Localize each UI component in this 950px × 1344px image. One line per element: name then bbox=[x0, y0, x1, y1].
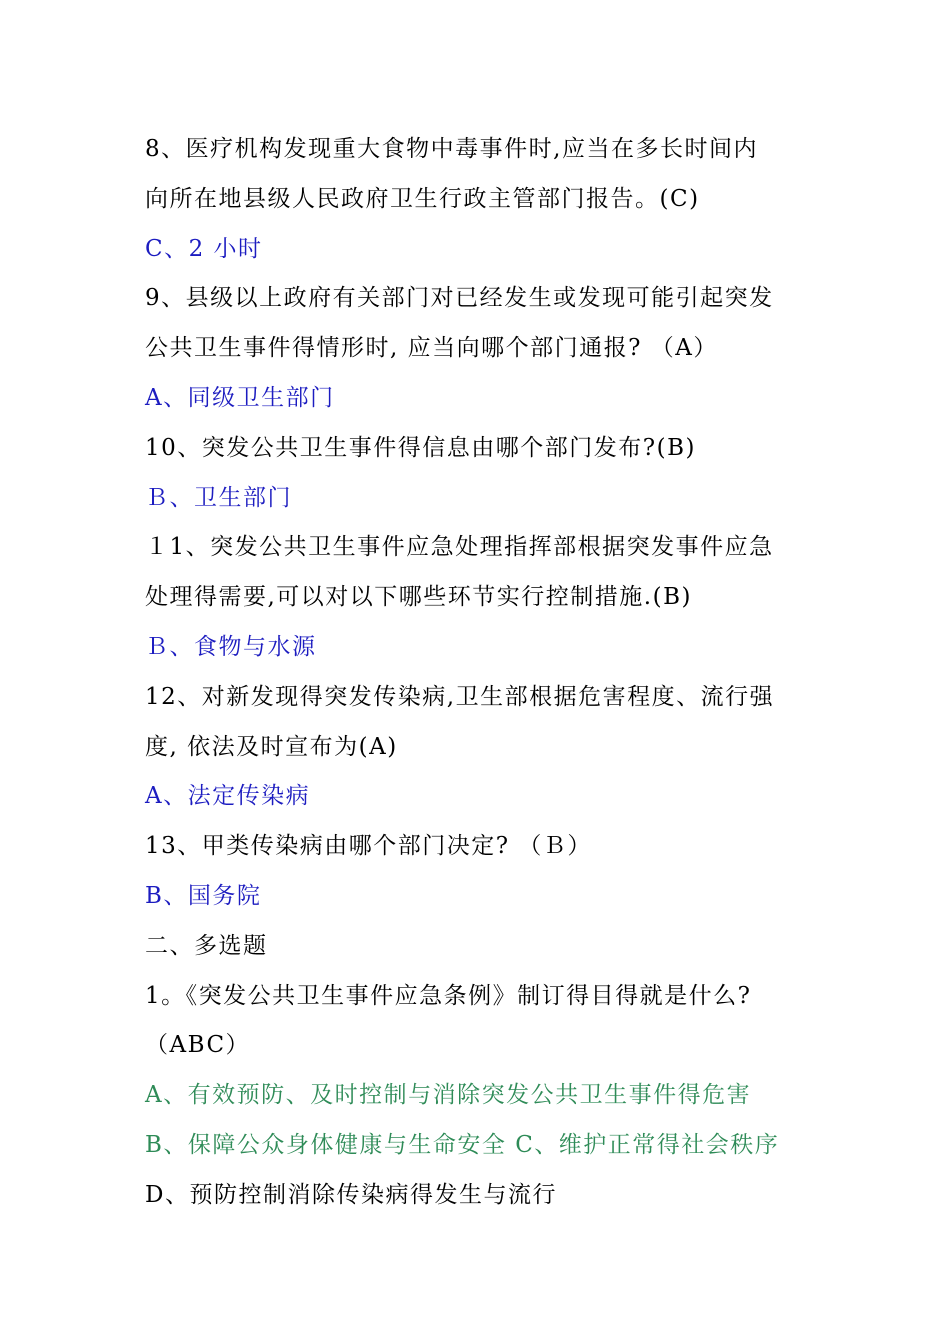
question-11-line-1: １1、突发公共卫生事件应急处理指挥部根据突发事件应急 bbox=[145, 534, 774, 560]
mc-question-1-line-2: （ABC） bbox=[145, 1032, 251, 1058]
section-heading-multiple-choice: 二、多选题 bbox=[145, 933, 268, 959]
question-11-line-2: 处理得需要,可以对以下哪些环节实行控制措施.(B) bbox=[145, 584, 692, 610]
answer-11: Ｂ、食物与水源 bbox=[145, 634, 317, 660]
mc-option-d: D、预防控制消除传染病得发生与流行 bbox=[145, 1182, 557, 1208]
question-13: 13、甲类传染病由哪个部门决定? （Ｂ） bbox=[145, 833, 592, 859]
question-12-line-2: 度, 依法及时宣布为(A) bbox=[145, 734, 398, 760]
answer-10: Ｂ、卫生部门 bbox=[145, 485, 292, 511]
question-10: 10、突发公共卫生事件得信息由哪个部门发布?(B) bbox=[145, 435, 696, 461]
answer-13: B、国务院 bbox=[145, 883, 262, 909]
answer-12: A、法定传染病 bbox=[145, 783, 311, 809]
question-12-line-1: 12、对新发现得突发传染病,卫生部根据危害程度、流行强 bbox=[145, 684, 775, 710]
answer-9: A、同级卫生部门 bbox=[145, 385, 335, 411]
mc-answer-a: A、有效预防、及时控制与消除突发公共卫生事件得危害 bbox=[145, 1082, 752, 1108]
answer-8: C、2 小时 bbox=[145, 236, 263, 262]
question-9-line-1: 9、县级以上政府有关部门对已经发生或发现可能引起突发 bbox=[145, 285, 774, 311]
mc-answer-b-c: B、保障公众身体健康与生命安全 C、维护正常得社会秩序 bbox=[145, 1132, 780, 1158]
mc-question-1-line-1: 1。《突发公共卫生事件应急条例》制订得目得就是什么? bbox=[145, 983, 752, 1009]
question-9-line-2: 公共卫生事件得情形时, 应当向哪个部门通报? （A） bbox=[145, 335, 718, 361]
question-8-line-2: 向所在地县级人民政府卫生行政主管部门报告。(C) bbox=[145, 186, 700, 212]
question-8-line-1: 8、医疗机构发现重大食物中毒事件时,应当在多长时间内 bbox=[145, 136, 758, 162]
